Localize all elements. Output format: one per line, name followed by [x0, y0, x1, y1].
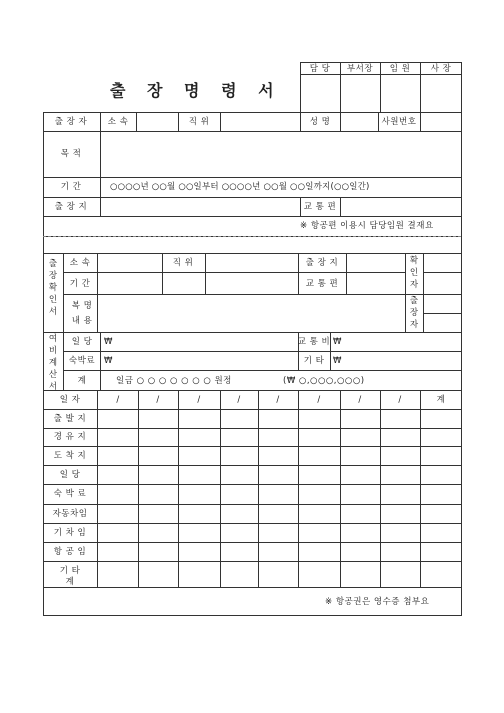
expense-side-label: 여비계산서 [48, 334, 58, 392]
itinerary-row-train-fare: 기 차 임 [53, 528, 87, 538]
expense-total-number[interactable]: (₩ ○,○○○,○○○) [283, 376, 365, 386]
approval-sign-staff[interactable] [301, 75, 340, 112]
approval-sign-executive[interactable] [381, 75, 420, 112]
itinerary-date-8[interactable]: / [398, 395, 402, 405]
itinerary-date-3[interactable]: / [197, 395, 201, 405]
itinerary-row-arrival: 도 착 지 [53, 451, 87, 461]
confirm-label-destination: 출 장 지 [305, 258, 339, 268]
confirm-label-dept: 소 속 [69, 258, 91, 268]
approval-label-manager: 부서장 [346, 64, 374, 74]
destination-field[interactable] [101, 198, 300, 216]
itinerary-label-date: 일 자 [59, 395, 81, 405]
itinerary-date-2[interactable]: / [156, 395, 160, 405]
transport-field[interactable] [341, 198, 461, 216]
expense-label-other: 기 타 [303, 356, 325, 366]
label-transport: 교 통 편 [303, 202, 337, 212]
confirm-label-position: 직 위 [172, 258, 194, 268]
itinerary-date-1[interactable]: / [116, 395, 120, 405]
label-destination: 출 장 지 [54, 202, 88, 212]
air-travel-note: ※ 항공편 이용시 담당임원 결재요 [300, 221, 434, 231]
approval-label-staff: 담 당 [309, 64, 331, 74]
section-divider [43, 236, 461, 237]
approval-sign-president[interactable] [421, 75, 461, 112]
approval-label-executive: 임 원 [389, 64, 411, 74]
footer-note: ※ 항공권은 영수증 첨부요 [325, 597, 430, 607]
itinerary-row-other: 기 타 [59, 566, 81, 576]
expense-label-transport: 교 통 비 [297, 337, 331, 347]
document-title: 출 장 명 령 서 [110, 81, 282, 100]
approval-sign-manager[interactable] [341, 75, 380, 112]
itinerary-date-7[interactable]: / [358, 395, 362, 405]
itinerary-row-via: 경 유 지 [53, 432, 87, 442]
label-name: 성 명 [309, 117, 331, 127]
itinerary-date-4[interactable]: / [237, 395, 241, 405]
purpose-field[interactable] [101, 132, 461, 177]
employee-no-field[interactable] [421, 113, 461, 131]
expense-label-daily: 일 당 [71, 337, 93, 347]
itinerary-date-5[interactable]: / [276, 395, 280, 405]
confirm-label-period: 기 간 [69, 279, 91, 289]
label-purpose: 목 적 [60, 149, 82, 159]
name-field[interactable] [341, 113, 378, 131]
traveler-sign-label: 출장자 [409, 296, 419, 330]
confirm-label-transport: 교 통 편 [305, 279, 339, 289]
label-traveler: 출 장 자 [54, 117, 88, 127]
confirmation-side-label: 출장확인서 [48, 259, 58, 317]
period-text[interactable]: ○○○○년 ○○월 ○○일부터 ○○○○년 ○○월 ○○일까지(○○일간) [110, 182, 370, 192]
label-position: 직 위 [188, 117, 210, 127]
confirm-label-duty-2: 내 용 [71, 316, 93, 326]
confirm-label-duty-1: 복 명 [71, 301, 93, 311]
label-period: 기 간 [60, 182, 82, 192]
itinerary-row-air-fare: 항 공 임 [53, 547, 87, 557]
expense-label-total: 계 [77, 376, 87, 386]
itinerary-row-total: 계 [65, 577, 75, 587]
duty-report-field[interactable] [98, 295, 405, 332]
confirmer-label: 확인자 [409, 256, 419, 290]
expense-label-lodging: 숙박료 [68, 356, 96, 366]
expense-daily-value[interactable]: ₩ [104, 337, 113, 347]
itinerary-row-daily: 일 당 [59, 470, 81, 480]
expense-other-value[interactable]: ₩ [333, 356, 342, 366]
itinerary-row-lodging: 숙 박 료 [53, 489, 87, 499]
itinerary-row-car-fare: 자동차임 [52, 509, 88, 519]
itinerary-row-departure: 출 발 지 [53, 414, 87, 424]
expense-total-text[interactable]: 일금 ○ ○ ○ ○ ○ ○ ○ 원정 [116, 376, 232, 386]
expense-lodging-value[interactable]: ₩ [104, 356, 113, 366]
approval-label-president: 사 장 [430, 64, 452, 74]
position-field[interactable] [221, 113, 300, 131]
expense-transport-value[interactable]: ₩ [333, 337, 342, 347]
itinerary-total-header: 계 [436, 395, 446, 405]
dept-field[interactable] [137, 113, 178, 131]
label-employee-no: 사원번호 [381, 117, 417, 127]
itinerary-date-6[interactable]: / [317, 395, 321, 405]
label-dept: 소 속 [107, 117, 129, 127]
